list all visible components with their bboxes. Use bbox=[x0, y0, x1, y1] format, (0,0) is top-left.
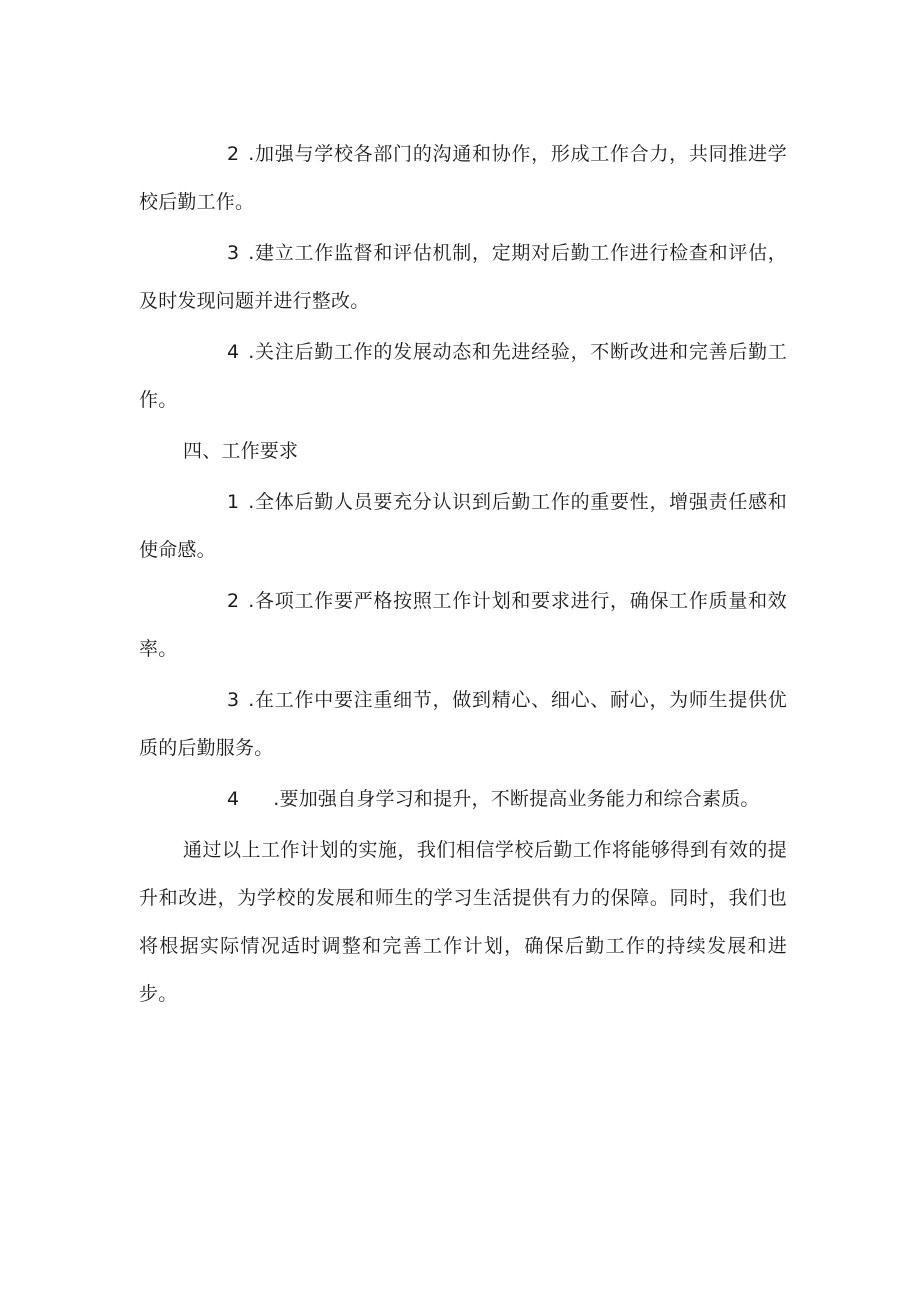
item-number: 3 bbox=[227, 689, 240, 711]
item-text: .关注后勤工作的发展动态和先进经验，不断改进和完善后勤工作。 bbox=[139, 341, 787, 411]
item-number: 4 bbox=[227, 341, 240, 363]
item-text: .建立工作监督和评估机制，定期对后勤工作进行检查和评估，及时发现问题并进行整改。 bbox=[139, 242, 787, 312]
list-item bbox=[139, 130, 787, 226]
list-item bbox=[139, 478, 787, 574]
list-item bbox=[139, 676, 787, 772]
list-item bbox=[139, 229, 787, 325]
section-heading: 四、工作要求 bbox=[183, 440, 299, 462]
item-number: 2 bbox=[227, 590, 240, 612]
item-text: .各项工作要严格按照工作计划和要求进行，确保工作质量和效率。 bbox=[139, 590, 787, 660]
item-text: .在工作中要注重细节，做到精心、细心、耐心，为师生提供优质的后勤服务。 bbox=[139, 689, 787, 759]
item-number: 1 bbox=[227, 491, 240, 513]
list-item bbox=[139, 328, 787, 424]
document-body bbox=[139, 130, 787, 1021]
list-item bbox=[139, 577, 787, 673]
item-number: 2 bbox=[227, 143, 240, 165]
item-number: 3 bbox=[227, 242, 240, 264]
item-text: .加强与学校各部门的沟通和协作，形成工作合力，共同推进学校后勤工作。 bbox=[139, 143, 787, 213]
item-text: .全体后勤人员要充分认识到后勤工作的重要性，增强责任感和使命感。 bbox=[139, 491, 787, 561]
list-item bbox=[139, 775, 787, 823]
item-number: 4 bbox=[227, 788, 240, 810]
item-text: .要加强自身学习和提升，不断提高业务能力和综合素质。 bbox=[273, 788, 760, 810]
conclusion-paragraph: 通过以上工作计划的实施，我们相信学校后勤工作将能够得到有效的提升和改进，为学校的发展和师生的学习生活提供有力的保障。同时，我们也将根据实际情况适时调整和完善工作计划，确保后勤工作的持续发展和进步。 bbox=[139, 839, 787, 1005]
